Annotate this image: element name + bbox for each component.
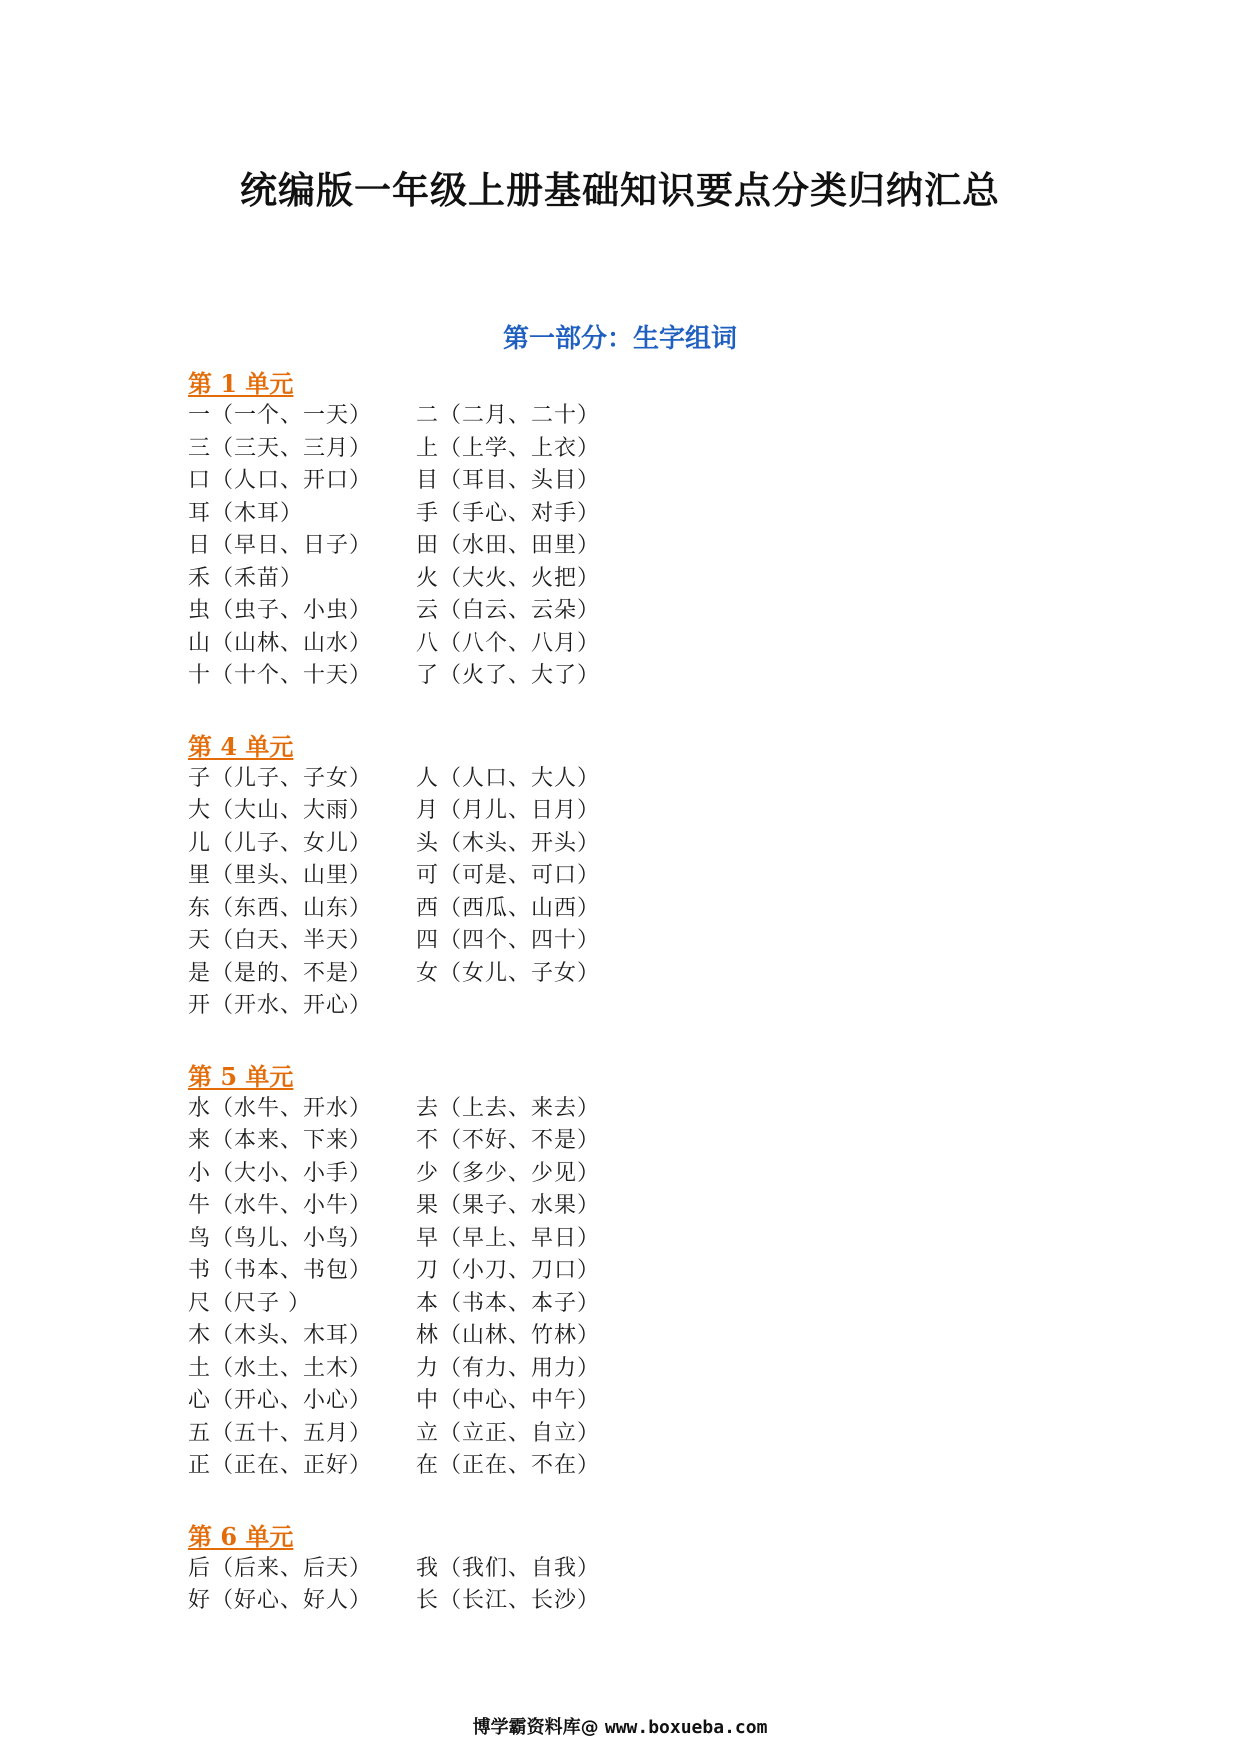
word-entry-right: 四（四个、四十） bbox=[416, 928, 601, 953]
word-entry-right: 二（二月、二十） bbox=[416, 403, 601, 428]
word-entry-right: 火（大火、火把） bbox=[416, 565, 601, 591]
word-entry-left: 开（开水、开心） bbox=[188, 993, 373, 1018]
word-entry-left: 好（好心、好人） bbox=[188, 1588, 373, 1613]
footer-at: @ bbox=[580, 1717, 599, 1738]
units-list bbox=[188, 368, 888, 1656]
word-row bbox=[188, 1125, 888, 1158]
word-entry-left: 木（木头、木耳） bbox=[188, 1323, 373, 1348]
word-row bbox=[188, 990, 888, 1023]
word-entry-left: 虫（虫子、小虫） bbox=[188, 598, 373, 623]
word-entry-right: 果（果子、水果） bbox=[416, 1193, 601, 1218]
word-row bbox=[188, 1190, 888, 1223]
unit-section bbox=[188, 368, 888, 693]
word-row bbox=[188, 1093, 888, 1126]
word-row bbox=[188, 1418, 888, 1451]
word-entry-left: 鸟（鸟儿、小鸟） bbox=[188, 1225, 373, 1251]
word-row bbox=[188, 1585, 888, 1618]
word-entry-right: 不（不好、不是） bbox=[416, 1128, 601, 1153]
document-title: 统编版一年级上册基础知识要点分类归纳汇总 bbox=[240, 168, 1000, 212]
word-row bbox=[188, 595, 888, 628]
footer-watermark bbox=[0, 1713, 1240, 1739]
word-entry-left: 心（开心、小心） bbox=[188, 1388, 373, 1413]
footer-url: www.boxueba.com bbox=[604, 1717, 768, 1738]
word-entry-left: 后（后来、后天） bbox=[188, 1555, 373, 1581]
word-entry-right: 人（人口、大人） bbox=[416, 765, 601, 791]
word-row bbox=[188, 1255, 888, 1288]
word-row bbox=[188, 958, 888, 991]
word-row bbox=[188, 1158, 888, 1191]
word-entry-left: 土（水土、土木） bbox=[188, 1355, 373, 1381]
word-entry-right: 立（立正、自立） bbox=[416, 1420, 601, 1446]
word-entry-right: 我（我们、自我） bbox=[416, 1555, 601, 1581]
word-entry-right: 手（手心、对手） bbox=[416, 500, 601, 526]
word-row bbox=[188, 1553, 888, 1586]
word-entry-left: 耳（木耳） bbox=[188, 500, 304, 526]
unit-section bbox=[188, 1521, 888, 1618]
word-row bbox=[188, 530, 888, 563]
word-entry-left: 小（大小、小手） bbox=[188, 1160, 373, 1186]
word-row bbox=[188, 893, 888, 926]
word-row bbox=[188, 400, 888, 433]
word-entry-left: 是（是的、不是） bbox=[188, 960, 373, 986]
word-row bbox=[188, 660, 888, 693]
word-entry-left: 子（儿子、子女） bbox=[188, 765, 373, 791]
word-entry-right: 中（中心、中午） bbox=[416, 1388, 601, 1413]
word-row bbox=[188, 925, 888, 958]
word-entry-right: 云（白云、云朵） bbox=[416, 598, 601, 623]
word-entry-left: 尺（尺子 ） bbox=[188, 1290, 311, 1316]
word-row bbox=[188, 828, 888, 861]
word-entry-right: 本（书本、本子） bbox=[416, 1290, 601, 1316]
unit-heading: 第 6 单元 bbox=[188, 1521, 294, 1551]
word-entry-left: 十（十个、十天） bbox=[188, 663, 373, 688]
word-entry-right: 西（西瓜、山西） bbox=[416, 895, 601, 921]
word-entry-right: 八（八个、八月） bbox=[416, 630, 601, 656]
word-row bbox=[188, 763, 888, 796]
word-entry-right: 刀（小刀、刀口） bbox=[416, 1258, 601, 1283]
unit-heading: 第 1 单元 bbox=[188, 369, 294, 398]
word-row bbox=[188, 563, 888, 596]
word-entry-left: 正（正在、正好） bbox=[188, 1453, 373, 1478]
word-entry-right: 头（木头、开头） bbox=[416, 830, 601, 856]
word-row bbox=[188, 498, 888, 531]
word-entry-left: 日（早日、日子） bbox=[188, 533, 373, 558]
word-entry-right: 在（正在、不在） bbox=[416, 1453, 601, 1478]
word-entry-right: 长（长江、长沙） bbox=[416, 1588, 601, 1613]
unit-heading: 第 4 单元 bbox=[188, 731, 294, 761]
word-entry-right: 女（女儿、子女） bbox=[416, 960, 601, 986]
word-row bbox=[188, 1223, 888, 1256]
word-entry-left: 大（大山、大雨） bbox=[188, 798, 373, 823]
word-row bbox=[188, 628, 888, 661]
unit-section bbox=[188, 1061, 888, 1483]
word-entry-left: 五（五十、五月） bbox=[188, 1420, 373, 1446]
word-entry-right: 目（耳目、头目） bbox=[416, 468, 601, 493]
word-entry-left: 水（水牛、开水） bbox=[188, 1095, 373, 1121]
word-entry-right: 月（月儿、日月） bbox=[416, 798, 601, 823]
word-entry-right: 林（山林、竹林） bbox=[416, 1323, 601, 1348]
word-entry-left: 东（东西、山东） bbox=[188, 895, 373, 921]
word-entry-left: 书（书本、书包） bbox=[188, 1258, 373, 1283]
word-entry-left: 一（一个、一天） bbox=[188, 403, 373, 428]
word-entry-right: 了（火了、大了） bbox=[416, 663, 601, 688]
word-entry-left: 牛（水牛、小牛） bbox=[188, 1193, 373, 1218]
word-entry-left: 儿（儿子、女儿） bbox=[188, 830, 373, 856]
word-entry-left: 三（三天、三月） bbox=[188, 435, 373, 461]
word-entry-right: 可（可是、可口） bbox=[416, 863, 601, 888]
word-row bbox=[188, 860, 888, 893]
word-row bbox=[188, 1385, 888, 1418]
word-entry-left: 天（白天、半天） bbox=[188, 928, 373, 953]
unit-heading: 第 5 单元 bbox=[188, 1061, 294, 1091]
word-entry-left: 口（人口、开口） bbox=[188, 468, 373, 493]
word-row bbox=[188, 433, 888, 466]
footer-site-name: 博学霸资料库 bbox=[472, 1717, 581, 1738]
word-entry-left: 里（里头、山里） bbox=[188, 863, 373, 888]
part-title: 第一部分：生字组词 bbox=[502, 324, 737, 354]
word-entry-left: 禾（禾苗） bbox=[188, 565, 304, 591]
word-row bbox=[188, 795, 888, 828]
word-entry-right: 力（有力、用力） bbox=[416, 1355, 601, 1381]
word-row bbox=[188, 1353, 888, 1386]
unit-section bbox=[188, 731, 888, 1023]
word-row bbox=[188, 1450, 888, 1483]
word-entry-right: 上（上学、上衣） bbox=[416, 435, 601, 461]
word-entry-left: 来（本来、下来） bbox=[188, 1128, 373, 1153]
word-row bbox=[188, 1320, 888, 1353]
word-entry-right: 田（水田、田里） bbox=[416, 533, 601, 558]
word-entry-right: 去（上去、来去） bbox=[416, 1095, 601, 1121]
word-row bbox=[188, 1288, 888, 1321]
word-row bbox=[188, 465, 888, 498]
word-entry-right: 早（早上、早日） bbox=[416, 1225, 601, 1251]
word-entry-right: 少（多少、少见） bbox=[416, 1160, 601, 1186]
word-entry-left: 山（山林、山水） bbox=[188, 630, 373, 656]
